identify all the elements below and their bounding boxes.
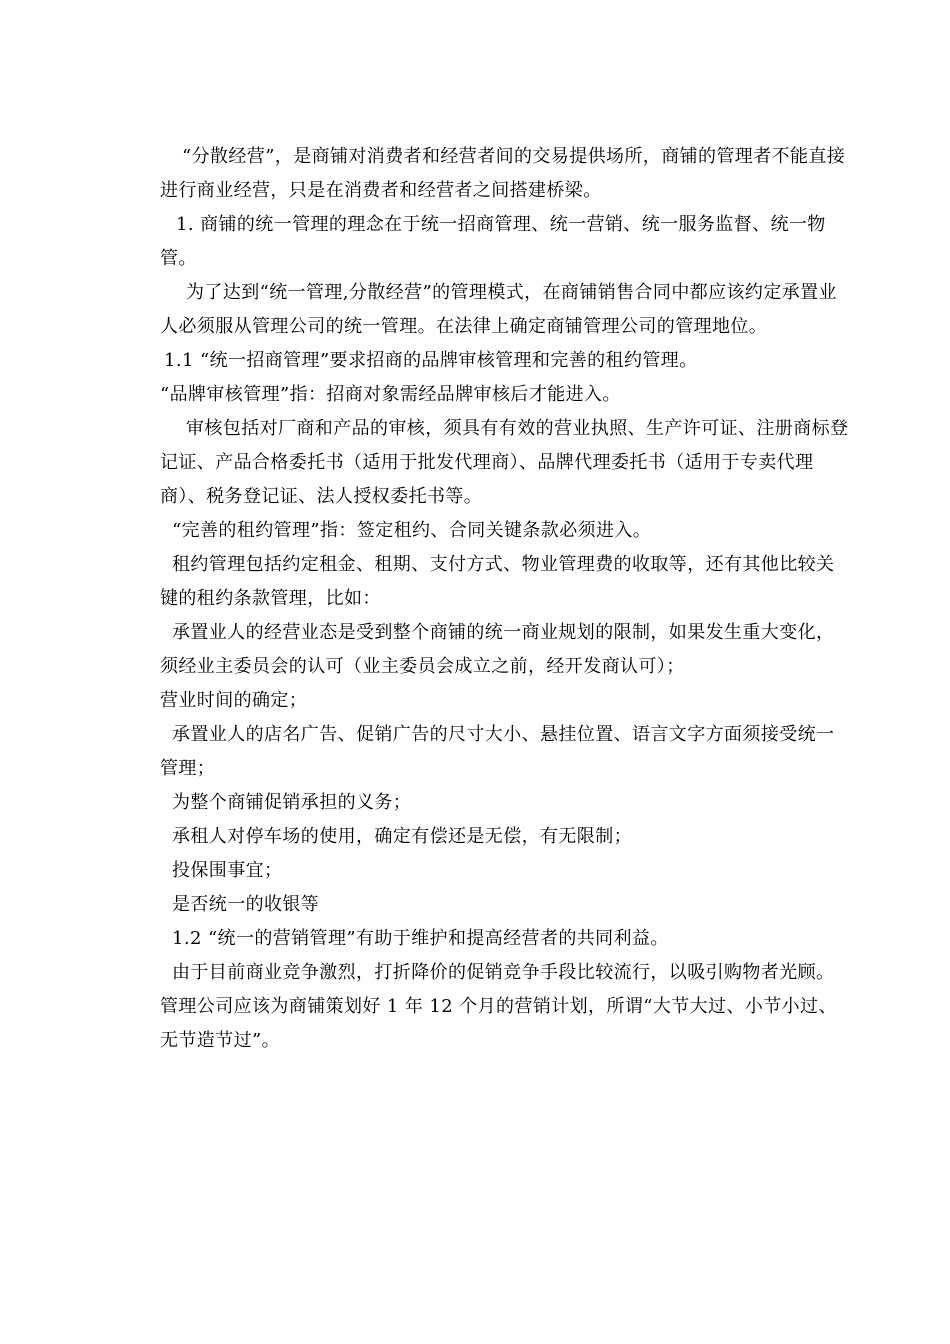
document-body <box>160 140 850 1058</box>
paragraph: 审核包括对厂商和产品的审核，须具有有效的营业执照、生产许可证、注册商标登记证、产品合格委托书（适用于批发代理商）、品牌代理委托书（适用于专卖代理商）、税务登记证、法人授权委托书等。 <box>160 418 849 507</box>
paragraph: 由于目前商业竞争激烈，打折降价的促销竞争手段比较流行，以吸引购物者光顾。管理公司应该为商铺策划好 1 年 12 个月的营销计划，所谓“大节大过、小节小过、无节造节过”。 <box>160 962 837 1051</box>
paragraph: 是否统一的收银等 <box>172 894 320 915</box>
paragraph: “分散经营”，是商铺对消费者和经营者间的交易提供场所，商铺的管理者不能直接进行商业经营，只是在消费者和经营者之间搭建桥梁。 <box>160 146 846 201</box>
paragraph: 1.1 “统一招商管理”要求招商的品牌审核管理和完善的租约管理。 <box>164 350 698 371</box>
paragraph: 营业时间的确定； <box>160 690 308 711</box>
paragraph: “完善的租约管理”指：签定租约、合同关键条款必须进入。 <box>172 520 652 541</box>
paragraph: 投保围事宜； <box>172 860 283 881</box>
paragraph: “品牌审核管理”指：招商对象需经品牌审核后才能进入。 <box>160 384 621 405</box>
paragraph: 为整个商铺促销承担的义务； <box>172 792 412 813</box>
paragraph: 承置业人的店名广告、促销广告的尺寸大小、悬挂位置、语言文字方面须接受统一管理； <box>160 724 835 779</box>
paragraph: 承置业人的经营业态是受到整个商铺的统一商业规划的限制，如果发生重大变化，须经业主委员会的认可（业主委员会成立之前，经开发商认可）； <box>160 622 835 677</box>
paragraph: 租约管理包括约定租金、租期、支付方式、物业管理费的收取等，还有其他比较关键的租约条款管理，比如： <box>160 554 835 609</box>
paragraph: 1. 商铺的统一管理的理念在于统一招商管理、统一营销、统一服务监督、统一物管。 <box>160 214 826 269</box>
paragraph: 承租人对停车场的使用，确定有偿还是无偿，有无限制； <box>172 826 632 847</box>
paragraph: 为了达到“统一管理,分散经营”的管理模式，在商铺销售合同中都应该约定承置业人必须服从管理公司的统一管理。在法律上确定商铺管理公司的管理地位。 <box>160 282 837 337</box>
paragraph: 1.2 “统一的营销管理”有助于维护和提高经营者的共同利益。 <box>172 928 669 949</box>
